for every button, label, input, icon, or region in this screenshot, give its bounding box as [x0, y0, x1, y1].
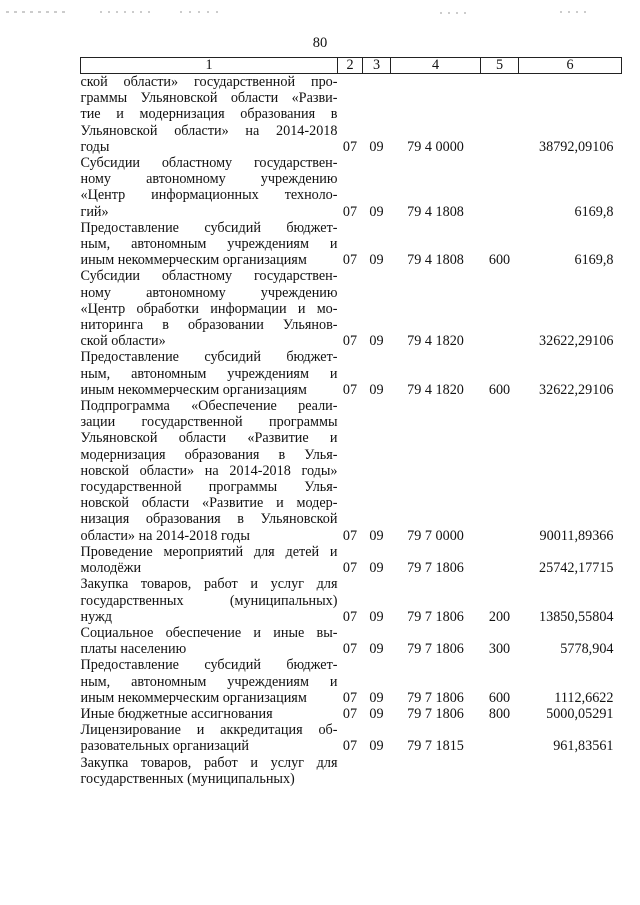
- subsection-code: 09: [369, 560, 384, 577]
- section-code: 07: [342, 705, 358, 722]
- row-name-line: Проведение мероприятий для детей и: [80, 543, 338, 560]
- row-name-line: государственных (муниципальных): [80, 770, 295, 787]
- row-name-line: Иные бюджетные ассигнования: [80, 705, 273, 722]
- row-name: [81, 657, 338, 706]
- row-name-line: ному автономному учреждению: [80, 284, 338, 301]
- row-name: [81, 268, 338, 349]
- target-article-code: [391, 755, 481, 787]
- amount: 25742,17715: [539, 560, 614, 577]
- expense-type-code: 600: [488, 381, 511, 398]
- amount: 32622,29106: [539, 381, 614, 398]
- row-name-line: модернизация образования в Улья-: [80, 446, 338, 463]
- row-name: [81, 544, 338, 576]
- row-name-line: ным, автономным учреждениям и: [80, 365, 338, 382]
- header-col-4: 4: [391, 58, 481, 74]
- row-name-line: ниторинга в образовании Ульянов-: [80, 317, 338, 334]
- table-row: [81, 625, 622, 657]
- row-name-line: нужд: [80, 608, 113, 625]
- row-name-line: области» на 2014-2018 годы: [80, 527, 250, 544]
- row-name-line: государственной программы Улья-: [80, 479, 338, 496]
- row-name: [81, 349, 338, 398]
- section-code: 07: [342, 252, 358, 269]
- expense-type-code: 600: [488, 252, 511, 269]
- row-name-line: зации государственной программы: [80, 414, 338, 431]
- row-name: [81, 220, 338, 269]
- amount: 13850,55804: [539, 608, 614, 625]
- row-name-line: новской области «Развитие и модер-: [80, 495, 338, 512]
- header-col-6: 6: [519, 58, 622, 74]
- target-article-code: 79 4 1808: [407, 203, 464, 220]
- row-name-line: Субсидии областному государствен-: [80, 155, 338, 172]
- table-row: [81, 268, 622, 349]
- amount: 5000,05291: [546, 705, 614, 722]
- subsection-code: 09: [369, 738, 384, 755]
- subsection-code: 09: [369, 381, 384, 398]
- subsection-code: 09: [369, 527, 384, 544]
- amount: 32622,29106: [539, 333, 614, 350]
- subsection-code: 09: [369, 252, 384, 269]
- expense-type-code: 800: [488, 705, 511, 722]
- section-code: 07: [342, 333, 358, 350]
- section-code: 07: [342, 527, 358, 544]
- row-name-line: новской области» на 2014-2018 годы»: [80, 462, 338, 479]
- expense-type-code: [481, 268, 519, 349]
- scan-noise-marks: [0, 8, 640, 18]
- row-name-line: годы: [80, 138, 110, 155]
- row-name-line: Социальное обеспечение и иные вы-: [80, 624, 338, 641]
- amount: 961,83561: [553, 738, 614, 755]
- row-name-line: ным, автономным учреждениям и: [80, 236, 338, 253]
- row-name-line: иным некоммерческим организациям: [80, 381, 307, 398]
- expense-type-code: 200: [488, 608, 511, 625]
- table-body: [81, 74, 622, 787]
- table-row: [81, 657, 622, 706]
- section-code: 07: [342, 381, 358, 398]
- row-name-line: ному автономному учреждению: [80, 171, 338, 188]
- row-name: [81, 706, 338, 722]
- row-name-line: граммы Ульяновской области «Разви-: [80, 90, 338, 107]
- section-code: 07: [342, 138, 358, 155]
- row-name: [81, 576, 338, 625]
- expense-type-code: 300: [488, 641, 511, 658]
- subsection-code: 09: [369, 641, 384, 658]
- row-name-line: разовательных организаций: [80, 738, 249, 755]
- subsection-code: 09: [369, 608, 384, 625]
- target-article-code: 79 7 0000: [407, 527, 464, 544]
- row-name: [81, 155, 338, 220]
- row-name: [81, 398, 338, 544]
- table-header: [81, 58, 622, 74]
- target-article-code: 79 4 1820: [407, 381, 464, 398]
- header-col-2: 2: [338, 58, 363, 74]
- subsection-code: 09: [369, 689, 384, 706]
- row-name-line: молодёжи: [80, 560, 142, 577]
- table-row: [81, 706, 622, 722]
- expense-type-code: [481, 155, 519, 220]
- amount: 1112,6622: [554, 689, 614, 706]
- target-article-code: 79 4 1820: [407, 333, 464, 350]
- amount: 38792,09106: [539, 138, 614, 155]
- section-code: 07: [342, 608, 358, 625]
- table-row: [81, 755, 622, 787]
- section-code: 07: [342, 738, 358, 755]
- amount: 6169,8: [574, 203, 614, 220]
- table-row: [81, 74, 622, 156]
- amount: [519, 755, 622, 787]
- section-code: 07: [342, 689, 358, 706]
- row-name-line: иным некоммерческим организациям: [80, 689, 307, 706]
- row-name-line: гий»: [80, 203, 109, 220]
- row-name: [81, 625, 338, 657]
- target-article-code: 79 4 0000: [407, 138, 464, 155]
- table-row: [81, 398, 622, 544]
- row-name-line: «Центр информационных техноло-: [80, 187, 338, 204]
- row-name: [81, 722, 338, 754]
- subsection-code: 09: [369, 333, 384, 350]
- row-name-line: Предоставление субсидий бюджет-: [80, 657, 338, 674]
- row-name-line: Субсидии областному государствен-: [80, 268, 338, 285]
- row-name-line: Лицензирование и аккредитация об-: [80, 722, 338, 739]
- row-name-line: Подпрограмма «Обеспечение реали-: [80, 398, 338, 415]
- section-code: 07: [342, 560, 358, 577]
- header-col-5: 5: [481, 58, 519, 74]
- section-code: 07: [342, 203, 358, 220]
- target-article-code: 79 7 1806: [407, 705, 464, 722]
- header-col-3: 3: [363, 58, 391, 74]
- row-name-line: иным некоммерческим организациям: [80, 252, 307, 269]
- budget-table: [80, 57, 622, 787]
- table-row: [81, 722, 622, 754]
- amount: 6169,8: [574, 252, 614, 269]
- row-name-line: тие и модернизация образования в: [80, 106, 338, 123]
- target-article-code: 79 7 1806: [407, 689, 464, 706]
- row-name-line: Предоставление субсидий бюджет-: [80, 349, 338, 366]
- target-article-code: 79 7 1806: [407, 608, 464, 625]
- section-code: [338, 755, 363, 787]
- amount: 90011,89366: [539, 527, 614, 544]
- target-article-code: 79 7 1815: [407, 738, 464, 755]
- expense-type-code: [481, 74, 519, 156]
- expense-type-code: [481, 398, 519, 544]
- row-name-line: «Центр обработки информации и мо-: [80, 300, 338, 317]
- header-col-1: 1: [81, 58, 338, 74]
- subsection-code: 09: [369, 138, 384, 155]
- row-name-line: государственных (муниципальных): [80, 592, 338, 609]
- expense-type-code: [481, 755, 519, 787]
- row-name-line: ным, автономным учреждениям и: [80, 673, 338, 690]
- expense-type-code: 600: [488, 689, 511, 706]
- row-name-line: Ульяновской области» на 2014-2018: [80, 122, 338, 139]
- expense-type-code: [481, 544, 519, 576]
- row-name-line: Закупка товаров, работ и услуг для: [80, 576, 338, 593]
- row-name-line: Предоставление субсидий бюджет-: [80, 219, 338, 236]
- row-name-line: ской области» государственной про-: [80, 74, 338, 90]
- expense-type-code: [481, 722, 519, 754]
- page-number: 80: [312, 35, 328, 51]
- subsection-code: [363, 755, 391, 787]
- row-name: [81, 755, 338, 787]
- table-row: [81, 544, 622, 576]
- subsection-code: 09: [369, 705, 384, 722]
- row-name-line: ской области»: [80, 333, 166, 350]
- target-article-code: 79 7 1806: [407, 641, 464, 658]
- table-row: [81, 220, 622, 269]
- table-row: [81, 576, 622, 625]
- row-name-line: Закупка товаров, работ и услуг для: [80, 754, 338, 771]
- table-row: [81, 155, 622, 220]
- target-article-code: 79 4 1808: [407, 252, 464, 269]
- row-name-line: низация образования в Ульяновской: [80, 511, 338, 528]
- row-name: [81, 74, 338, 156]
- table-row: [81, 349, 622, 398]
- target-article-code: 79 7 1806: [407, 560, 464, 577]
- subsection-code: 09: [369, 203, 384, 220]
- row-name-line: платы населению: [80, 641, 187, 658]
- row-name-line: Ульяновской области «Развитие и: [80, 430, 338, 447]
- section-code: 07: [342, 641, 358, 658]
- amount: 5778,904: [560, 641, 614, 658]
